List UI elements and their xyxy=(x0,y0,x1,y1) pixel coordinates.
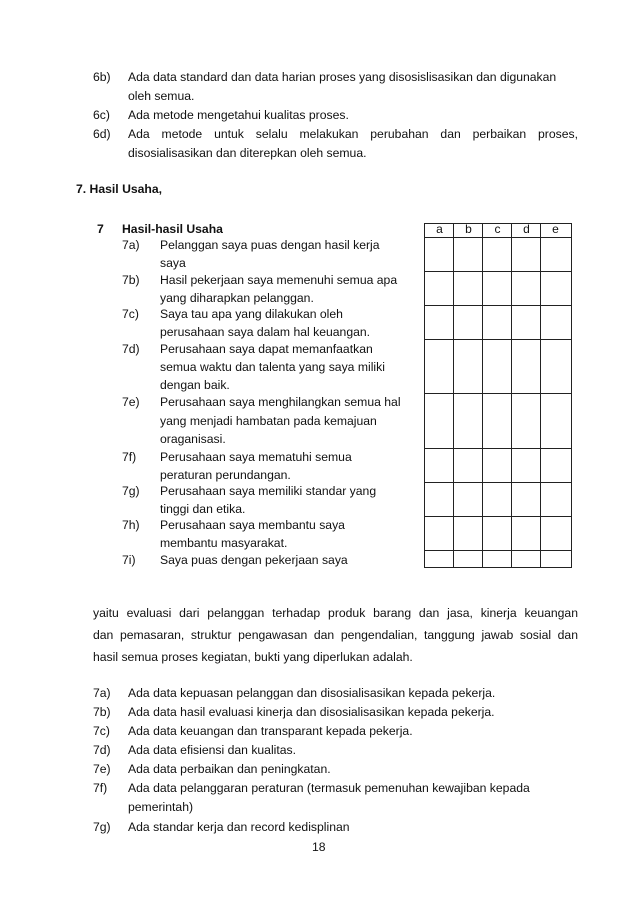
evidence-7g-text: Ada standar kerja dan record kedisplinan xyxy=(128,820,350,834)
table-row-7f-line-1: Perusahaan saya mematuhi semua xyxy=(160,450,352,464)
table-row-7a-line-2: saya xyxy=(160,256,186,270)
table-row-7h-line-2: membantu masyarakat. xyxy=(160,536,288,550)
evidence-7f-line-1: Ada data pelanggaran peraturan (termasuk pemenuhan kewajiban kepada xyxy=(128,781,530,795)
table-row-7d-line-2: semua waktu dan talenta yang saya miliki xyxy=(160,360,385,374)
table-row-7i-label: 7i) xyxy=(122,553,136,567)
section-7-heading: 7. Hasil Usaha, xyxy=(76,182,163,196)
item-6d-line-1: Ada metode untuk selalu melakukan perubahan dan perbaikan proses, xyxy=(128,127,578,141)
table-row-7b-line-1: Hasil pekerjaan saya memenuhi semua apa xyxy=(160,273,398,287)
table-row-7h-label: 7h) xyxy=(122,518,140,532)
table-row-7b-line-2: yang diharapkan pelanggan. xyxy=(160,291,314,305)
column-header-b: b xyxy=(465,222,472,236)
item-6b-line-2: oleh semua. xyxy=(128,89,195,103)
evidence-7f-line-2: pemerintah) xyxy=(128,800,194,814)
table-row-7f-line-2: peraturan perundangan. xyxy=(160,468,291,482)
evidence-7f-label: 7f) xyxy=(93,781,108,795)
table-number: 7 xyxy=(97,222,104,236)
evidence-7b-label: 7b) xyxy=(93,705,111,719)
table-row-7e-line-3: oraganisasi. xyxy=(160,432,226,446)
item-6b-label: 6b) xyxy=(93,70,111,84)
table-row-7b-label: 7b) xyxy=(122,273,140,287)
page-number: 18 xyxy=(312,840,326,854)
table-row-7d-line-1: Perusahaan saya dapat memanfaatkan xyxy=(160,342,373,356)
evidence-7d-label: 7d) xyxy=(93,743,111,757)
item-6d-line-2: disosialisasikan dan diterepkan oleh semua. xyxy=(128,146,367,160)
table-row-7d-label: 7d) xyxy=(122,342,140,356)
evidence-7c-label: 7c) xyxy=(93,724,110,738)
evidence-7g-label: 7g) xyxy=(93,820,111,834)
table-row-7f-label: 7f) xyxy=(122,450,137,464)
table-row-7c-line-1: Saya tau apa yang dilakukan oleh xyxy=(160,307,343,321)
column-header-e: e xyxy=(552,222,559,236)
column-header-c: c xyxy=(494,222,501,236)
item-6d-label: 6d) xyxy=(93,127,111,141)
item-6b-line-1: Ada data standard dan data harian proses yang disosislisasikan dan digunakan xyxy=(128,70,557,84)
rating-grid xyxy=(424,223,572,568)
evidence-7e-label: 7e) xyxy=(93,762,111,776)
table-row-7i-line-1: Saya puas dengan pekerjaan saya xyxy=(160,553,348,567)
table-row-7g-line-1: Perusahaan saya memiliki standar yang xyxy=(160,484,377,498)
table-row-7g-label: 7g) xyxy=(122,484,140,498)
paragraph-line-1: yaitu evaluasi dari pelanggan terhadap produk barang dan jasa, kinerja keuangan xyxy=(93,606,578,620)
table-row-7c-label: 7c) xyxy=(122,307,139,321)
table-row-7c-line-2: perusahaan saya dalam hal keuangan. xyxy=(160,325,371,339)
table-row-7d-line-3: dengan baik. xyxy=(160,378,230,392)
table-row-7g-line-2: tinggi dan etika. xyxy=(160,502,246,516)
item-6c-line-1: Ada metode mengetahui kualitas proses. xyxy=(128,108,349,122)
table-row-7e-line-2: yang menjadi hambatan pada kemajuan xyxy=(160,414,377,428)
evidence-7a-text: Ada data kepuasan pelanggan dan disosialisasikan kepada pekerja. xyxy=(128,686,496,700)
table-row-7e-label: 7e) xyxy=(122,395,140,409)
table-row-7h-line-1: Perusahaan saya membantu saya xyxy=(160,518,345,532)
evidence-7b-text: Ada data hasil evaluasi kinerja dan disosialisasikan kepada pekerja. xyxy=(128,705,495,719)
table-row-7a-line-1: Pelanggan saya puas dengan hasil kerja xyxy=(160,238,380,252)
paragraph-line-2: dan pemasaran, struktur pengawasan dan pengendalian, tanggung jawab sosial dan xyxy=(93,628,578,642)
paragraph-line-3: hasil semua proses kegiatan, bukti yang diperlukan adalah. xyxy=(93,650,413,664)
table-row-7e-line-1: Perusahaan saya menghilangkan semua hal xyxy=(160,395,401,409)
evidence-7c-text: Ada data keuangan dan transparant kepada pekerja. xyxy=(128,724,413,738)
evidence-7a-label: 7a) xyxy=(93,686,111,700)
column-header-a: a xyxy=(436,222,443,236)
table-title: Hasil-hasil Usaha xyxy=(122,222,223,236)
evidence-7d-text: Ada data efisiensi dan kualitas. xyxy=(128,743,297,757)
item-6c-label: 6c) xyxy=(93,108,110,122)
table-row-7a-label: 7a) xyxy=(122,238,140,252)
evidence-7e-text: Ada data perbaikan dan peningkatan. xyxy=(128,762,331,776)
column-header-d: d xyxy=(523,222,530,236)
